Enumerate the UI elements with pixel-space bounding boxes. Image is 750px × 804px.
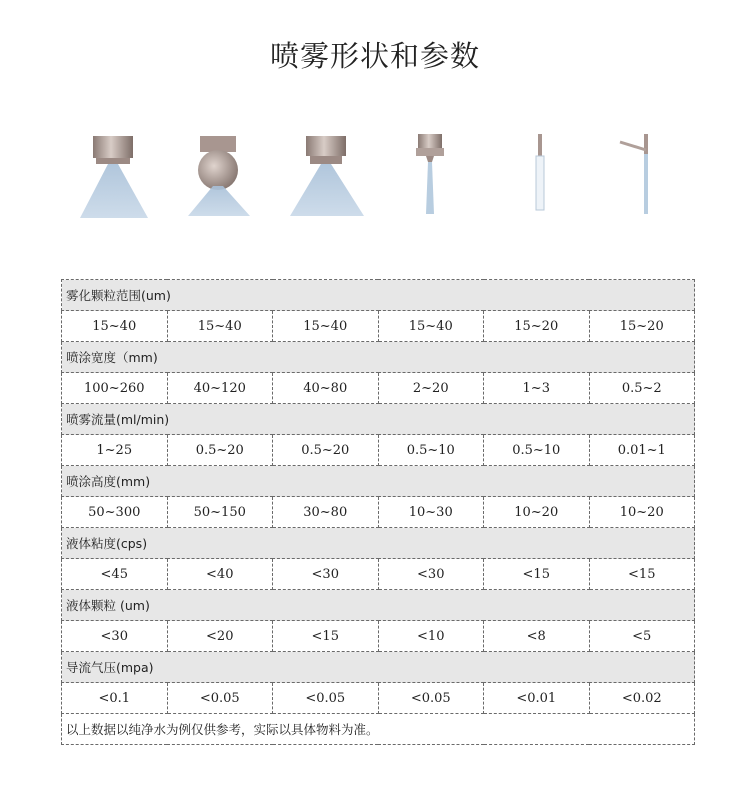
value-cell: 2~20 (378, 373, 484, 404)
section-header-row (62, 652, 695, 683)
note-row (62, 714, 695, 745)
section-header: 喷涂宽度（mm) (62, 342, 695, 373)
section-header-row (62, 342, 695, 373)
value-cell: 0.5~2 (589, 373, 695, 404)
value-cell: <8 (484, 621, 590, 652)
value-cell: 50~150 (167, 497, 273, 528)
value-cell: 40~80 (273, 373, 379, 404)
value-cell: 30~80 (273, 497, 379, 528)
note-text: 以上数据以纯净水为例仅供参考，实际以具体物料为准。 (62, 714, 695, 745)
nozzle-row (60, 128, 694, 228)
section-values-row (62, 373, 695, 404)
section-header: 喷雾流量(ml/min) (62, 404, 695, 435)
section-header-row (62, 466, 695, 497)
value-cell: 1~25 (62, 435, 168, 466)
value-cell: <20 (167, 621, 273, 652)
value-cell: 0.5~20 (273, 435, 379, 466)
section-values-row (62, 683, 695, 714)
angled-needle-nozzle-icon (590, 128, 696, 228)
parameter-table (61, 279, 695, 745)
value-cell: 0.5~10 (378, 435, 484, 466)
value-cell: 1~3 (484, 373, 590, 404)
value-cell: <0.05 (378, 683, 484, 714)
section-header-row (62, 590, 695, 621)
value-cell: 0.01~1 (589, 435, 695, 466)
wide-cone-nozzle-icon (272, 128, 378, 228)
value-cell: 100~260 (62, 373, 168, 404)
narrow-jet-nozzle-icon (378, 128, 484, 228)
value-cell: 10~20 (589, 497, 695, 528)
value-cell: <0.05 (273, 683, 379, 714)
value-cell: 15~20 (484, 311, 590, 342)
section-header: 喷涂高度(mm) (62, 466, 695, 497)
value-cell: 15~40 (62, 311, 168, 342)
value-cell: <30 (62, 621, 168, 652)
value-cell: <45 (62, 559, 168, 590)
value-cell: <40 (167, 559, 273, 590)
value-cell: <30 (378, 559, 484, 590)
section-header: 雾化颗粒范围(um) (62, 280, 695, 311)
value-cell: 0.5~10 (484, 435, 590, 466)
page-title: 喷雾形状和参数 (269, 39, 480, 73)
value-cell: <0.02 (589, 683, 695, 714)
section-header-row (62, 280, 695, 311)
section-header: 液体粘度(cps) (62, 528, 695, 559)
value-cell: <15 (484, 559, 590, 590)
thin-needle-nozzle-icon (484, 128, 590, 228)
value-cell: <5 (589, 621, 695, 652)
section-header-row (62, 404, 695, 435)
value-cell: 15~40 (273, 311, 379, 342)
section-values-row (62, 621, 695, 652)
section-values-row (62, 311, 695, 342)
full-cone-nozzle-icon (60, 128, 166, 228)
section-values-row (62, 435, 695, 466)
value-cell: <15 (273, 621, 379, 652)
value-cell: 15~40 (378, 311, 484, 342)
ball-nozzle-icon (166, 128, 272, 228)
value-cell: 40~120 (167, 373, 273, 404)
value-cell: <15 (589, 559, 695, 590)
value-cell: 0.5~20 (167, 435, 273, 466)
section-header: 导流气压(mpa) (62, 652, 695, 683)
value-cell: 10~30 (378, 497, 484, 528)
value-cell: <10 (378, 621, 484, 652)
section-values-row (62, 497, 695, 528)
value-cell: 10~20 (484, 497, 590, 528)
value-cell: <0.01 (484, 683, 590, 714)
value-cell: 15~20 (589, 311, 695, 342)
value-cell: <0.05 (167, 683, 273, 714)
value-cell: <0.1 (62, 683, 168, 714)
value-cell: <30 (273, 559, 379, 590)
section-values-row (62, 559, 695, 590)
section-header-row (62, 528, 695, 559)
value-cell: 15~40 (167, 311, 273, 342)
section-header: 液体颗粒 (um) (62, 590, 695, 621)
value-cell: 50~300 (62, 497, 168, 528)
